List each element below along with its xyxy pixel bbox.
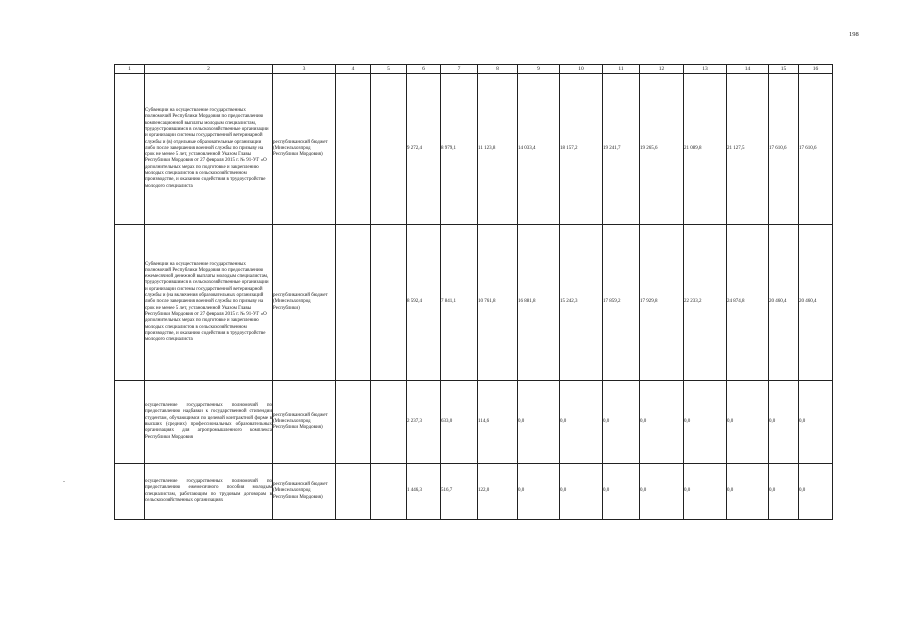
row-description: осуществление государственных полномочий по предоставлению надбавки к государственной стипендии студентам, обучающимся по целевой контрактной форме в высших (средних) профессиональных образовательных организациях для агропромышленного комплекса Республики Мордовия	[145, 381, 273, 464]
column-number: 10	[560, 65, 603, 74]
column-number: 6	[407, 65, 441, 74]
column-number: 11	[603, 65, 640, 74]
column-number: 14	[727, 65, 769, 74]
column-number: 13	[684, 65, 727, 74]
value-cell: 0,0	[640, 464, 684, 520]
value-cell	[336, 74, 371, 225]
value-cell: 18 157,2	[560, 74, 603, 225]
column-number: 2	[145, 65, 273, 74]
value-cell: 516,7	[441, 464, 478, 520]
value-cell: 17 610,6	[799, 74, 833, 225]
value-cell: 17 610,6	[769, 74, 799, 225]
value-cell: 0,0	[684, 381, 727, 464]
column-number: 15	[769, 65, 799, 74]
empty-cell	[115, 225, 145, 381]
column-number: 4	[336, 65, 371, 74]
margin-mark: -	[63, 479, 65, 485]
value-cell	[336, 381, 371, 464]
value-cell: 0,0	[603, 464, 640, 520]
value-cell: 0,0	[727, 464, 769, 520]
value-cell: 8 592,4	[407, 225, 441, 381]
funding-source: республиканский бюджет (Минсельхозпрод Республики)	[273, 225, 336, 381]
column-number: 8	[478, 65, 518, 74]
value-cell: 21 089,8	[684, 74, 727, 225]
row-description: осуществление государственных полномочий по предоставлению ежемесячного пособия молодым специалистам, работающим по трудовым договорам в сельскохозяйственных организациях	[145, 464, 273, 520]
value-cell: 122,0	[478, 464, 518, 520]
value-cell: 0,0	[727, 381, 769, 464]
value-cell	[336, 464, 371, 520]
funding-source: республиканский бюджет (Минсельхозпрод Республики Мордовия)	[273, 74, 336, 225]
value-cell: 21 127,5	[727, 74, 769, 225]
column-number: 5	[371, 65, 407, 74]
value-cell: 14 033,4	[518, 74, 560, 225]
value-cell: 0,0	[518, 464, 560, 520]
value-cell	[371, 74, 407, 225]
column-number: 16	[799, 65, 833, 74]
column-number: 7	[441, 65, 478, 74]
value-cell: 0,0	[518, 381, 560, 464]
table-row	[115, 464, 833, 520]
value-cell: 0,0	[769, 464, 799, 520]
value-cell: 11 123,8	[478, 74, 518, 225]
row-description: Субвенции на осуществление государственных полномочий Республики Мордовия по предоставлению компенсационной выплаты молодым специалистам, трудоустроившимся в сельскохозяйственные организации и организации системы государственной ветеринарной службы и (в) отдельные образовательные организации либо после завершения военной службы по призыву на срок не менее 5 лет, установленной Указом Главы Республики Мордовия от 27 февраля 2015 г. № 91-УГ «О дополнительных мерах по подготовке и закреплению молодых специалистов в сельскохозяйственном производстве, и оказанию содействия в трудоустройстве молодого специалиста	[145, 74, 273, 225]
funding-source: республиканский бюджет (Минсельхозпрод Республики Мордовия)	[273, 464, 336, 520]
value-cell: 9 272,4	[407, 74, 441, 225]
value-cell: 15 242,3	[560, 225, 603, 381]
value-cell: 0,0	[560, 381, 603, 464]
table-row	[115, 74, 833, 225]
table-header-row	[115, 65, 833, 74]
table-row	[115, 381, 833, 464]
value-cell: 7 841,1	[441, 225, 478, 381]
row-description: Субвенции на осуществление государственных полномочий Республики Мордовия по предоставлению ежемесячной денежной выплаты молодым специалистам, трудоустроившимся в сельскохозяйственные организации и организации системы государственной ветеринарной службы и (на включения образовательных организаций либо после завершения военной службы по призыву на срок не менее 5 лет, установленной Указом Главы Республики Мордовия от 27 февраля 2015 г. № 91-УГ «О дополнительных мерах по подготовке и закреплению молодых специалистов в сельскохозяйственном производстве, и оказанию содействия в трудоустройстве молодого специалиста	[145, 225, 273, 381]
value-cell: 0,0	[603, 381, 640, 464]
budget-table	[114, 64, 833, 520]
value-cell: 20 460,4	[769, 225, 799, 381]
value-cell: 19 265,6	[640, 74, 684, 225]
value-cell: 0,0	[799, 381, 833, 464]
value-cell: 633,0	[441, 381, 478, 464]
value-cell: 1 446,3	[407, 464, 441, 520]
column-number: 12	[640, 65, 684, 74]
value-cell: 0,0	[640, 381, 684, 464]
value-cell: 24 874,8	[727, 225, 769, 381]
column-number: 3	[273, 65, 336, 74]
value-cell	[371, 464, 407, 520]
value-cell: 2 237,3	[407, 381, 441, 464]
value-cell: 20 460,4	[799, 225, 833, 381]
empty-cell	[115, 381, 145, 464]
column-number: 9	[518, 65, 560, 74]
value-cell: 0,0	[684, 464, 727, 520]
value-cell: 8 979,1	[441, 74, 478, 225]
value-cell	[371, 381, 407, 464]
funding-source: республиканский бюджет (Минсельхозпрод Республики Мордовия)	[273, 381, 336, 464]
value-cell	[336, 225, 371, 381]
value-cell: 17 929,8	[640, 225, 684, 381]
value-cell: 114,6	[478, 381, 518, 464]
page-number: 198	[849, 31, 859, 38]
table-row	[115, 225, 833, 381]
value-cell: 16 881,8	[518, 225, 560, 381]
value-cell: 0,0	[769, 381, 799, 464]
value-cell: 0,0	[560, 464, 603, 520]
value-cell: 19 241,7	[603, 74, 640, 225]
value-cell	[371, 225, 407, 381]
value-cell: 10 761,8	[478, 225, 518, 381]
empty-cell	[115, 464, 145, 520]
value-cell: 22 233,2	[684, 225, 727, 381]
value-cell: 0,0	[799, 464, 833, 520]
column-number: 1	[115, 65, 145, 74]
value-cell: 17 859,2	[603, 225, 640, 381]
empty-cell	[115, 74, 145, 225]
